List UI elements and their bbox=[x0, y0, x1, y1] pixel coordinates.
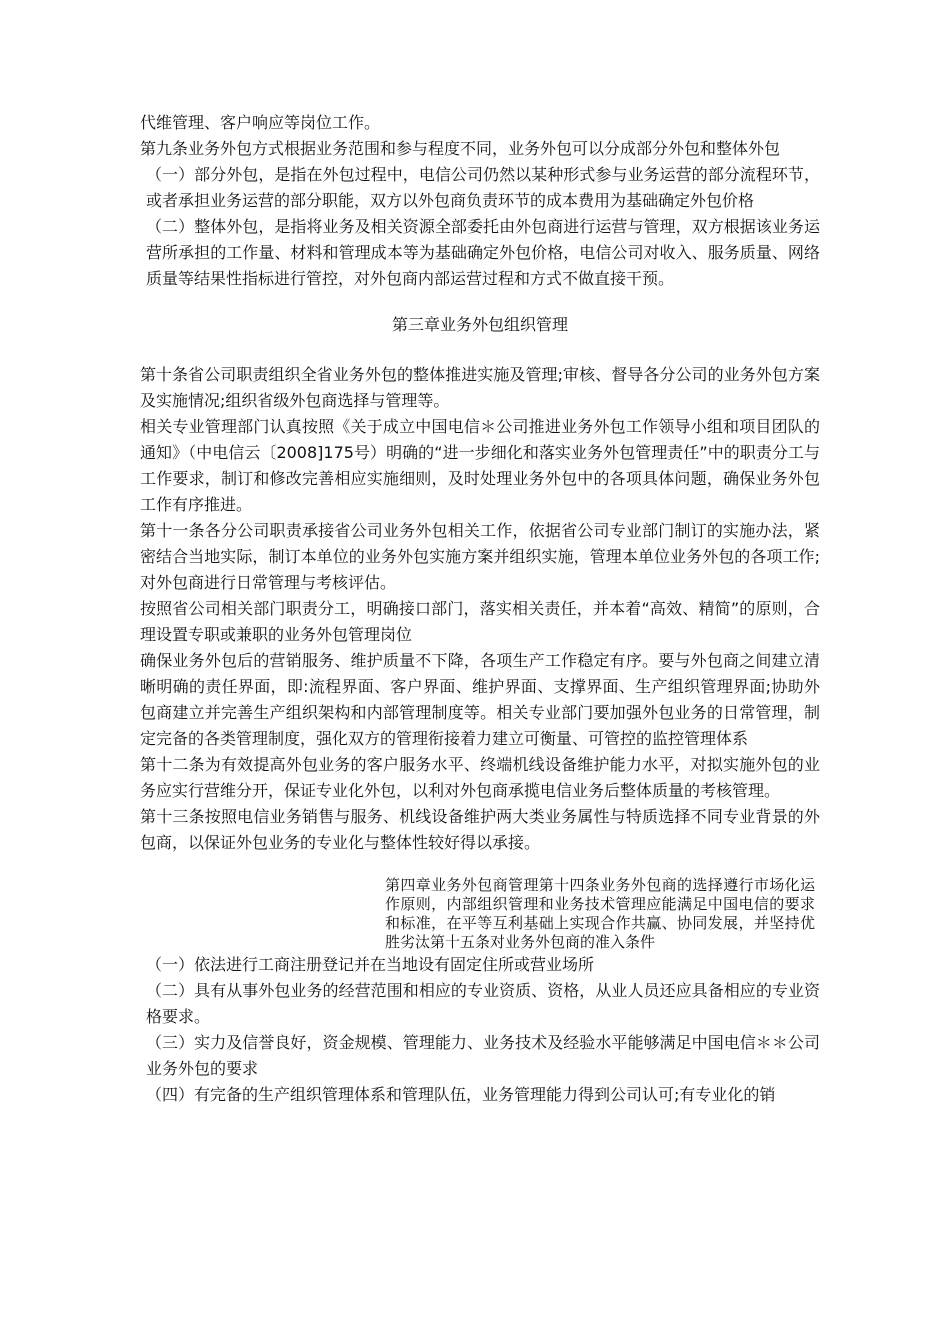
article-9: 第九条业务外包方式根据业务范围和参与程度不同，业务外包可以分成部分外包和整体外包 bbox=[140, 139, 781, 158]
chapter-three-heading: 第三章业务外包组织管理 bbox=[391, 315, 568, 334]
chapter-four-block: 第四章业务外包商管理第十四条业务外包商的选择遵行市场化运作原则，内部组织管理和业务技术管理应能满足中国电信的要求和标准，在平等互利基础上实现合作共赢、协同发展，并坚持优胜劣汰第十五条对业务外包商的准入条件 bbox=[385, 876, 815, 951]
article-11-detail-2: 确保业务外包后的营销服务、维护质量不下降，各项生产工作稳定有序。要与外包商之间建立清晰明确的责任界面，即:流程界面、客户界面、维护界面、支撑界面、生产组织管理界面;协助外包商建立并完善生产组织架构和内部管理制度等。相关专业部门要加强外包业务的日常管理，制定完备的各类管理制度，强化双方的管理衔接着力建立可衡量、可管控的监控管理体系 bbox=[140, 651, 820, 748]
article-9-item-1: （一）部分外包，是指在外包过程中，电信公司仍然以某种形式参与业务运营的部分流程环节，或者承担业务运营的部分职能，双方以外包商负责环节的成本费用为基础确定外包价格 bbox=[146, 165, 820, 210]
article-9-item-2: （二）整体外包，是指将业务及相关资源全部委托由外包商进行运营与管理，双方根据该业务运营所承担的工作量、材料和管理成本等为基础确定外包价格，电信公司对收入、服务质量、网络质量等结果性指标进行管控，对外包商内部运营过程和方式不做直接干预。 bbox=[146, 217, 820, 288]
paragraph-continuation: 代维管理、客户响应等岗位工作。 bbox=[140, 113, 381, 132]
article-15-item-4: （四）有完备的生产组织管理体系和管理队伍，业务管理能力得到公司认可;有专业化的销 bbox=[146, 1085, 776, 1104]
article-10-detail: 相关专业管理部门认真按照《关于成立中国电信＊公司推进业务外包工作领导小组和项目团队的通知》（中电信云〔2008]175号）明确的“进一步细化和落实业务外包管理责任”中的职责分工与工作要求，制订和修改完善相应实施细则，及时处理业务外包中的各项具体问题，确保业务外包工作有序推进。 bbox=[140, 417, 820, 514]
article-15-item-1: （一）依法进行工商注册登记并在当地设有固定住所或营业场所 bbox=[146, 955, 595, 974]
document-page bbox=[140, 110, 820, 1108]
article-11-detail-1: 按照省公司相关部门职责分工，明确接口部门，落实相关责任，并本着“高效、精简”的原则，合理设置专职或兼职的业务外包管理岗位 bbox=[140, 599, 820, 644]
article-11: 第十一条各分公司职责承接省公司业务外包相关工作，依据省公司专业部门制订的实施办法，紧密结合当地实际，制订本单位的业务外包实施方案并组织实施，管理本单位业务外包的各项工作;对外包商进行日常管理与考核评估。 bbox=[140, 521, 820, 592]
article-12: 第十二条为有效提高外包业务的客户服务水平、终端机线设备维护能力水平，对拟实施外包的业务应实行营维分开，保证专业化外包，以利对外包商承揽电信业务后整体质量的考核管理。 bbox=[140, 755, 820, 800]
article-15-item-2: （二）具有从事外包业务的经营范围和相应的专业资质、资格，从业人员还应具备相应的专业资格要求。 bbox=[146, 981, 820, 1026]
article-10: 第十条省公司职责组织全省业务外包的整体推进实施及管理;审核、督导各分公司的业务外包方案及实施情况;组织省级外包商选择与管理等。 bbox=[140, 365, 820, 410]
article-15-item-3: （三）实力及信誉良好，资金规模、管理能力、业务技术及经验水平能够满足中国电信＊＊公司业务外包的要求 bbox=[146, 1033, 820, 1078]
article-13: 第十三条按照电信业务销售与服务、机线设备维护两大类业务属性与特质选择不同专业背景的外包商，以保证外包业务的专业化与整体性较好得以承接。 bbox=[140, 807, 820, 852]
